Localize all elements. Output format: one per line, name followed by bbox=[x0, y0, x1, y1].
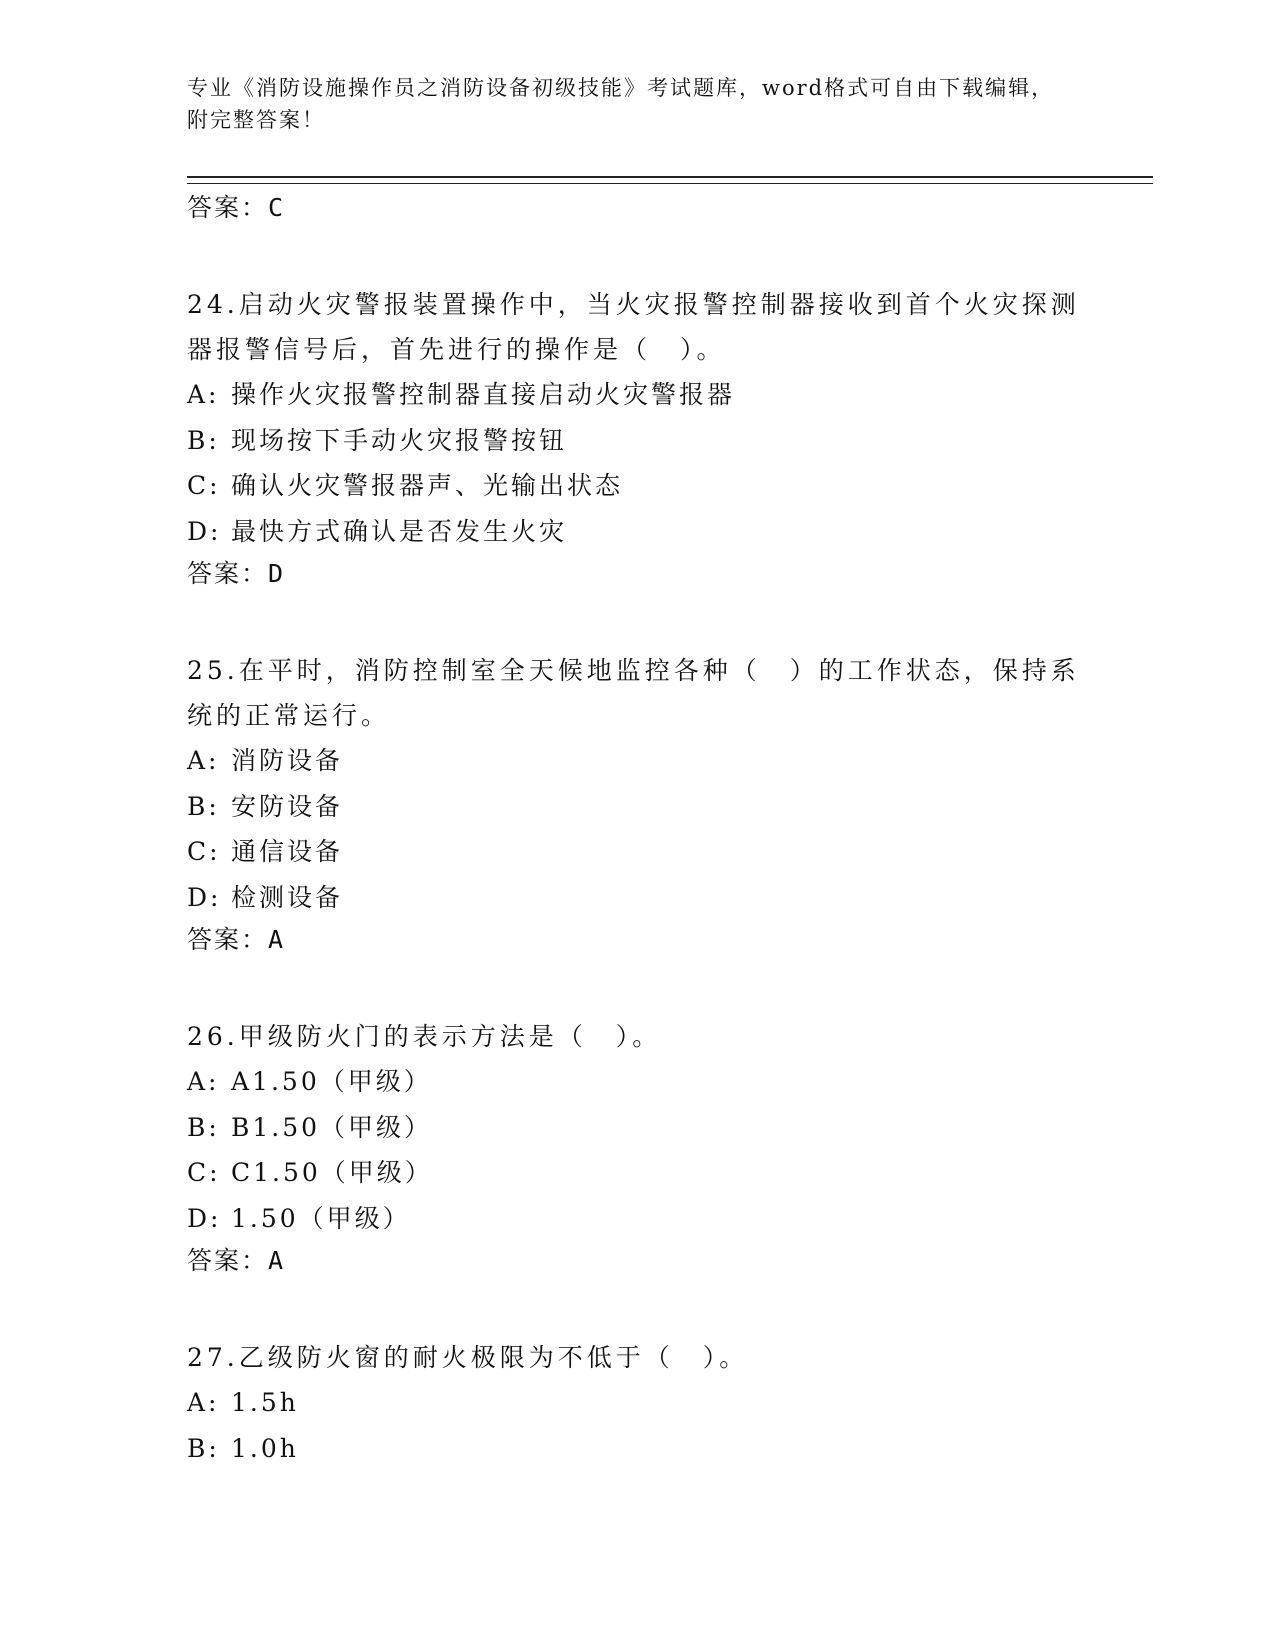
option-text: 1.0h bbox=[231, 1433, 299, 1463]
option-d bbox=[187, 1196, 1087, 1242]
option-key: C: bbox=[187, 471, 221, 500]
answer-value: C bbox=[268, 193, 286, 222]
question-stem: 25.在平时，消防控制室全天候地监控各种（ ）的工作状态，保持系统的正常运行。 bbox=[187, 656, 1080, 730]
option-c bbox=[187, 829, 1087, 875]
option-text: 1.5h bbox=[231, 1388, 299, 1417]
question-list bbox=[187, 190, 1087, 1471]
option-a bbox=[187, 738, 1087, 784]
option-b bbox=[187, 418, 1087, 464]
option-c bbox=[187, 463, 1087, 509]
option-key: C: bbox=[187, 1158, 221, 1187]
option-d bbox=[187, 509, 1087, 555]
option-b bbox=[187, 1426, 1087, 1472]
option-a bbox=[187, 1380, 1087, 1426]
option-text: 消防设备 bbox=[231, 746, 344, 775]
option-text: 检测设备 bbox=[231, 882, 344, 912]
answer-line bbox=[187, 1243, 1087, 1283]
option-key: B: bbox=[187, 791, 220, 821]
option-a bbox=[187, 372, 1087, 418]
answer-label: 答案： bbox=[187, 193, 269, 222]
answer-value: D bbox=[268, 559, 286, 588]
header-divider bbox=[187, 176, 1153, 184]
question-24 bbox=[187, 282, 1087, 596]
option-text: 通信设备 bbox=[231, 837, 344, 866]
option-key: B: bbox=[187, 1112, 220, 1142]
option-text: 确认火灾警报器声、光输出状态 bbox=[231, 471, 624, 500]
question-stem: 26.甲级防火门的表示方法是（ ）。 bbox=[187, 1022, 662, 1051]
option-text: 安防设备 bbox=[231, 791, 344, 821]
option-key: A: bbox=[187, 1067, 220, 1096]
option-text: 1.50（甲级） bbox=[231, 1203, 411, 1233]
answer-value: A bbox=[268, 925, 286, 954]
option-b bbox=[187, 1105, 1087, 1151]
option-text: A1.50（甲级） bbox=[231, 1067, 432, 1096]
option-key: B: bbox=[187, 425, 220, 455]
page-header: 专业《消防设施操作员之消防设备初级技能》考试题库，word格式可自由下载编辑，附完整答案！ bbox=[187, 76, 1055, 132]
option-text: 操作火灾报警控制器直接启动火灾警报器 bbox=[231, 380, 736, 409]
option-key: B: bbox=[187, 1433, 220, 1463]
option-c bbox=[187, 1150, 1087, 1196]
answer-line bbox=[187, 922, 1087, 962]
option-text: B1.50（甲级） bbox=[231, 1112, 433, 1142]
option-text: 现场按下手动火灾报警按钮 bbox=[231, 425, 568, 455]
option-text: C1.50（甲级） bbox=[231, 1158, 433, 1187]
question-25 bbox=[187, 648, 1087, 962]
option-key: D: bbox=[187, 882, 222, 912]
option-text: 最快方式确认是否发生火灾 bbox=[231, 516, 568, 546]
answer-value: A bbox=[268, 1246, 286, 1275]
option-d bbox=[187, 875, 1087, 921]
answer-label: 答案： bbox=[187, 925, 269, 954]
answer-label: 答案： bbox=[187, 559, 269, 588]
option-key: D: bbox=[187, 516, 222, 546]
question-26 bbox=[187, 1014, 1087, 1283]
option-key: A: bbox=[187, 380, 220, 409]
option-a bbox=[187, 1059, 1087, 1105]
question-stem: 27.乙级防火窗的耐火极限为不低于（ ）。 bbox=[187, 1343, 749, 1372]
option-key: C: bbox=[187, 837, 221, 866]
answer-line bbox=[187, 190, 1087, 230]
option-key: A: bbox=[187, 746, 220, 775]
option-key: D: bbox=[187, 1203, 222, 1233]
answer-line bbox=[187, 556, 1087, 596]
question-27 bbox=[187, 1335, 1087, 1471]
question-stem: 24.启动火灾警报装置操作中，当火灾报警控制器接收到首个火灾探测器报警信号后，首先进行的操作是（ ）。 bbox=[187, 290, 1080, 364]
option-key: A: bbox=[187, 1388, 220, 1417]
option-b bbox=[187, 784, 1087, 830]
answer-label: 答案： bbox=[187, 1246, 269, 1275]
